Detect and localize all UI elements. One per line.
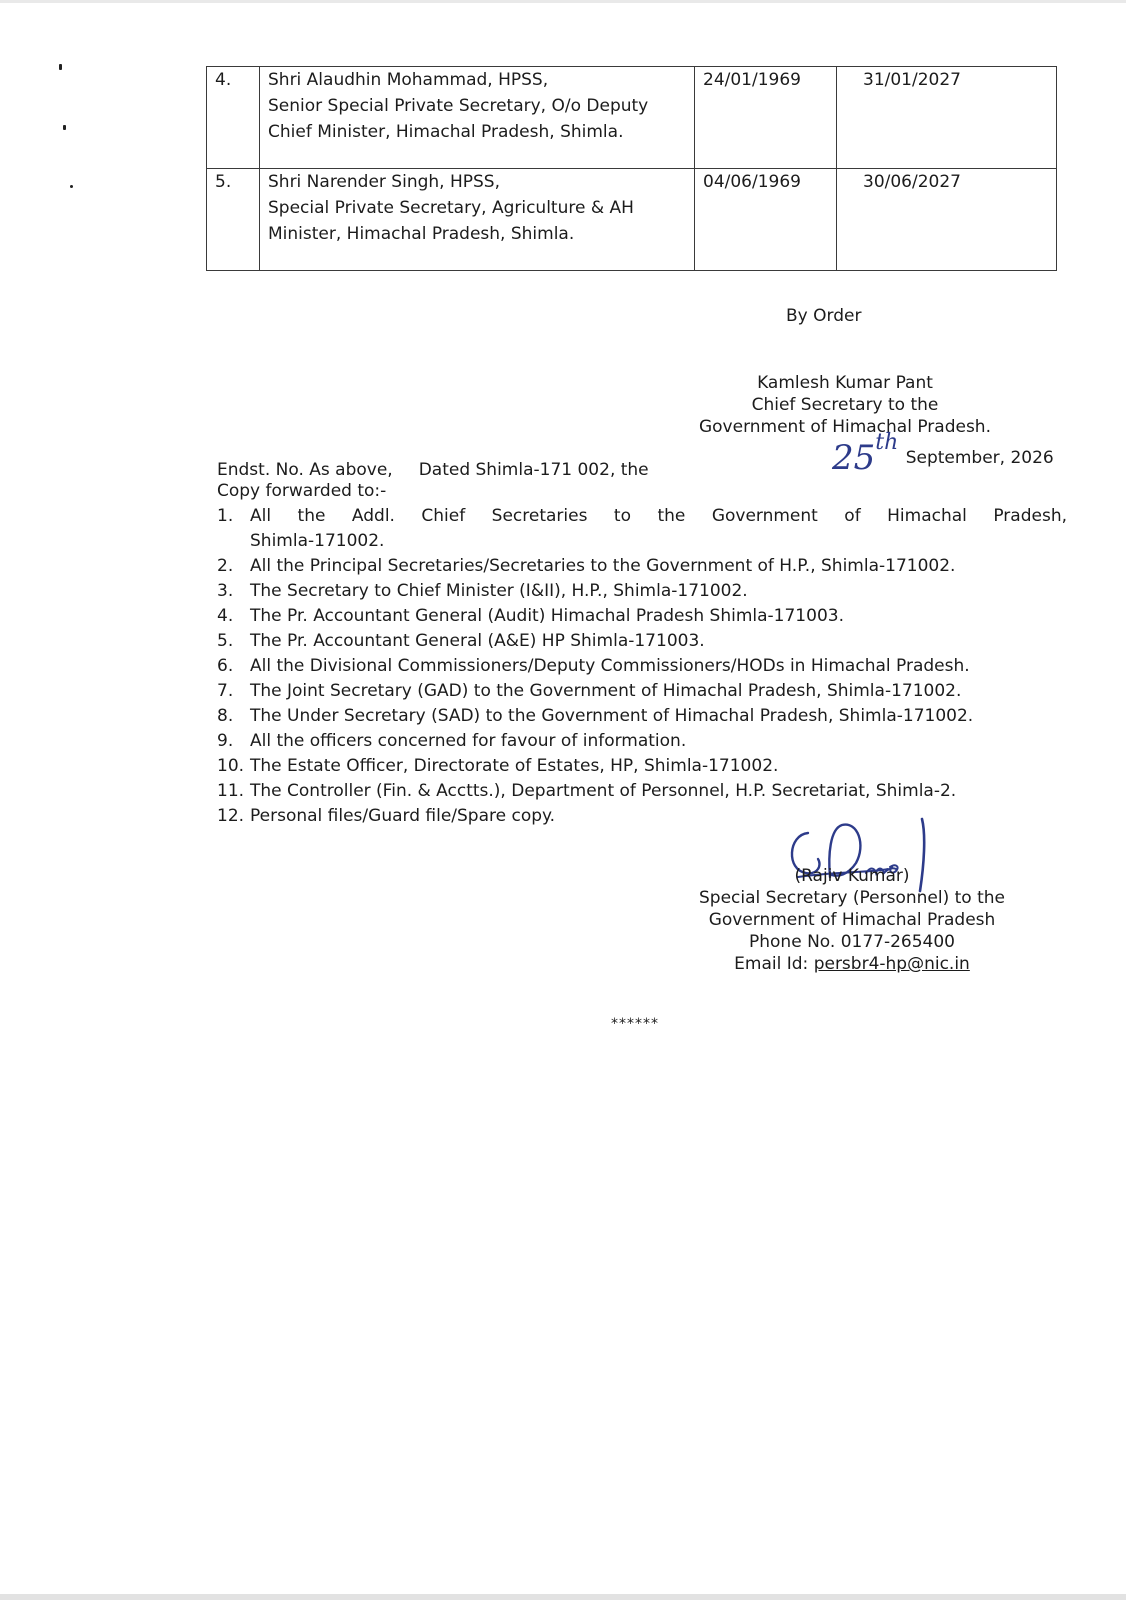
- serial-cell: 5.: [207, 169, 260, 271]
- list-number: 11.: [217, 781, 245, 801]
- name-cell: [260, 169, 695, 271]
- list-number: 8.: [217, 706, 234, 726]
- table-row: [207, 169, 1057, 271]
- list-item: [217, 729, 1067, 754]
- distribution-list: [217, 504, 1067, 829]
- name-cell: [260, 67, 695, 169]
- list-text: All the Divisional Commissioners/Deputy Commissioners/HODs in Himachal Pradesh.: [250, 656, 970, 676]
- endorsement-number: Endst. No. As above,: [217, 460, 393, 480]
- list-item: [217, 779, 1067, 804]
- scan-speck: [59, 64, 62, 70]
- copy-forwarded-heading: Copy forwarded to:-: [217, 481, 387, 501]
- endorsement-line: [217, 460, 649, 480]
- endorsement-dated: Dated Shimla-171 002, the: [418, 460, 649, 480]
- table-row: [207, 67, 1057, 169]
- signatory-email-line: [672, 953, 1032, 975]
- scan-edge-top: [0, 0, 1126, 3]
- list-item: [217, 754, 1067, 779]
- issuer-block: [680, 372, 1010, 438]
- list-item: [217, 679, 1067, 704]
- list-text: The Joint Secretary (GAD) to the Government of Himachal Pradesh, Shimla-171002.: [250, 681, 962, 701]
- list-text: All the Principal Secretaries/Secretaries to the Government of H.P., Shimla-171002.: [250, 556, 956, 576]
- list-item: [217, 579, 1067, 604]
- retirement-cell: 30/06/2027: [837, 169, 1057, 271]
- list-item: [217, 629, 1067, 654]
- list-number: 7.: [217, 681, 234, 701]
- end-of-document-mark: ******: [611, 1016, 659, 1032]
- list-text: The Estate Officer, Directorate of Estates, HP, Shimla-171002.: [250, 756, 779, 776]
- name-line: Shri Alaudhin Mohammad, HPSS,: [268, 70, 549, 90]
- list-number: 3.: [217, 581, 234, 601]
- officers-table: [206, 66, 1057, 271]
- list-text: The Pr. Accountant General (A&E) HP Shimla-171003.: [250, 631, 705, 651]
- signatory-phone: Phone No. 0177-265400: [749, 932, 955, 952]
- by-order-text: By Order: [786, 306, 862, 326]
- list-text: All the Addl. Chief Secretaries to the Government of Himachal Pradesh,: [250, 506, 1067, 526]
- issuer-name: Kamlesh Kumar Pant: [757, 373, 933, 393]
- endorsement-date: [832, 430, 1054, 478]
- list-item: [217, 554, 1067, 579]
- list-text: The Under Secretary (SAD) to the Government of Himachal Pradesh, Shimla-171002.: [250, 706, 974, 726]
- list-text: The Controller (Fin. & Acctts.), Department of Personnel, H.P. Secretariat, Shimla-2.: [250, 781, 957, 801]
- dob-cell: 04/06/1969: [695, 169, 837, 271]
- signatory-block: [672, 865, 1032, 975]
- list-text: The Pr. Accountant General (Audit) Himachal Pradesh Shimla-171003.: [250, 606, 844, 626]
- list-number: 4.: [217, 606, 234, 626]
- list-number: 6.: [217, 656, 234, 676]
- list-item: [217, 654, 1067, 679]
- signatory-designation: Special Secretary (Personnel) to the: [699, 888, 1005, 908]
- signatory-designation: Government of Himachal Pradesh: [708, 910, 996, 930]
- list-text: Personal files/Guard file/Spare copy.: [250, 806, 556, 826]
- list-number: 5.: [217, 631, 234, 651]
- list-item: [217, 504, 1067, 554]
- scan-speck: [70, 185, 73, 188]
- list-text: All the officers concerned for favour of information.: [250, 731, 687, 751]
- list-text-continued: Shimla-171002.: [250, 531, 385, 551]
- list-number: 12.: [217, 806, 245, 826]
- handwritten-day: 25: [832, 438, 876, 478]
- list-number: 2.: [217, 556, 234, 576]
- designation-line: Special Private Secretary, Agriculture & AH: [268, 198, 634, 218]
- list-number: 10.: [217, 756, 245, 776]
- list-item: [217, 704, 1067, 729]
- dob-cell: 24/01/1969: [695, 67, 837, 169]
- designation-line: Minister, Himachal Pradesh, Shimla.: [268, 224, 575, 244]
- email-link[interactable]: persbr4-hp@nic.in: [813, 954, 970, 974]
- designation-line: Chief Minister, Himachal Pradesh, Shimla.: [268, 122, 624, 142]
- list-number: 1.: [217, 506, 234, 526]
- list-text: The Secretary to Chief Minister (I&II), H.P., Shimla-171002.: [250, 581, 748, 601]
- designation-line: Senior Special Private Secretary, O/o Deputy: [268, 96, 649, 116]
- email-label: Email Id:: [734, 954, 814, 974]
- scan-edge-bottom: [0, 1594, 1126, 1600]
- list-number: 9.: [217, 731, 234, 751]
- signatory-name: (Rajiv Kumar): [794, 866, 910, 886]
- list-item: [217, 604, 1067, 629]
- month-year: September, 2026: [905, 448, 1054, 468]
- scan-speck: [63, 125, 66, 130]
- handwritten-day-suffix: th: [875, 430, 899, 455]
- serial-cell: 4.: [207, 67, 260, 169]
- retirement-cell: 31/01/2027: [837, 67, 1057, 169]
- name-line: Shri Narender Singh, HPSS,: [268, 172, 500, 192]
- issuer-designation: Government of Himachal Pradesh.: [698, 417, 991, 437]
- issuer-designation: Chief Secretary to the: [751, 395, 939, 415]
